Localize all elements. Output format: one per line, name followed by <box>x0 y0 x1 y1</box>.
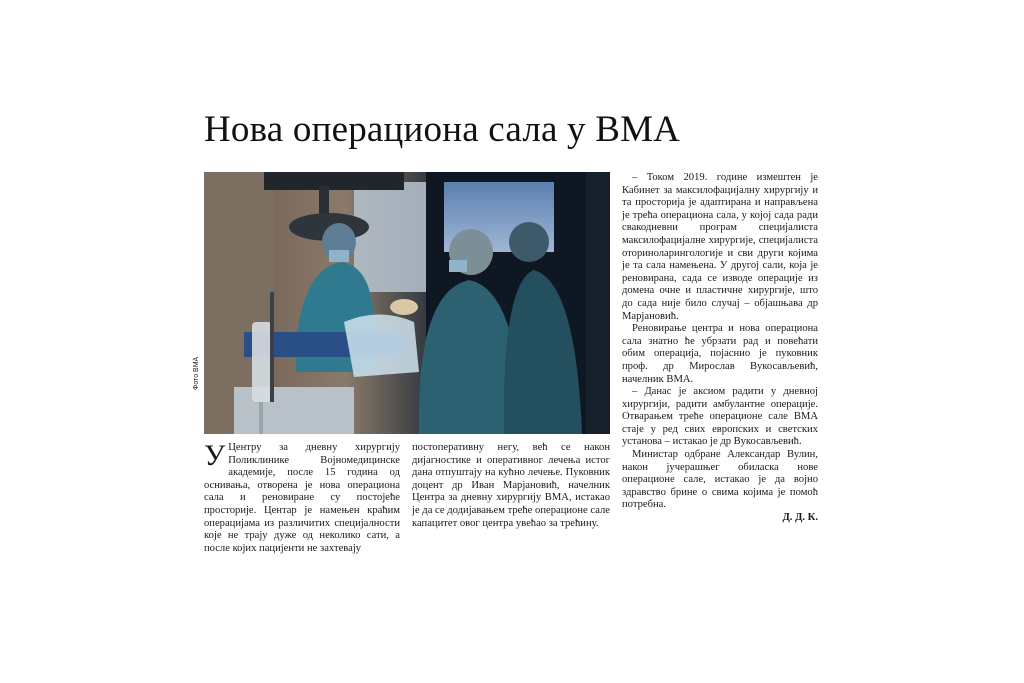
column-3-paragraph: Министар одбране Александар Вулин, након јучерашњег обиласка нове операционе сале, истакао је да војно здравство брине о свима којима је помоћ потребна. <box>622 449 818 511</box>
column-3-paragraph: – Данас је аксиом радити у дневној хирургији, радити амбулантне операције. Отварањем треће операционе сале ВМА стаје у ред свих европских и светских установа – истакао је др Вукосављевић. <box>622 386 818 448</box>
article-photo <box>204 172 610 434</box>
headline: Нова операциона сала у ВМА <box>204 109 681 150</box>
article-column-2 <box>412 442 610 530</box>
newspaper-clipping <box>190 100 830 580</box>
column-2-text: постоперативну негу, већ се након дијагностике и оперативног лечења истог дана отпуштају на кућно лечење. Пуковник доцент др Иван Марјановић, начелник Центра за дневну хирургију ВМА, истакао је да се додијавањем треће операционе сале капацитет овог центра увећао за трећину. <box>412 442 610 529</box>
column-3-paragraph: Реновирање центра и нова операциона сала знатно ће убрзати рад и повећати обим операција, појаснио је пуковник проф. др Мирослав Вукосављевић, начелник ВМА. <box>622 323 818 385</box>
photo-credit: Фото ВМА <box>193 356 200 390</box>
author-signature: Д. Д. К. <box>782 512 818 524</box>
article-column-1 <box>204 439 400 555</box>
operating-room-illustration <box>204 172 610 434</box>
drop-cap: У <box>204 439 226 472</box>
column-1-text: Центру за дневну хирургију Поликлинике Војномедицинске академије, после 15 година од оснивања, отворена је нова операциона сала и реновиране су постојеће просторије. Центар је намењен краћим операцијама из различитих специјалности које не трају дуже од неколико сати, а после којих пацијенти не захтевају <box>204 442 400 554</box>
article-column-3 <box>622 172 818 525</box>
column-3-paragraph: – Током 2019. године измештен је Кабинет за максилофацијалну хирургију и та просторија је адаптирана и направљена је трећа операциона сала, у којој сада ради свакодневни програм специјалиста максилофацијалне хирургије, специјалиста оториноларингологије и сви други којима је та сала намењена. У другој сали, која је реновирана, сада се изводе операције из домена очне и пластичне хирургије, што до сада није било случај – објашњава др Марјановић. <box>622 172 818 322</box>
